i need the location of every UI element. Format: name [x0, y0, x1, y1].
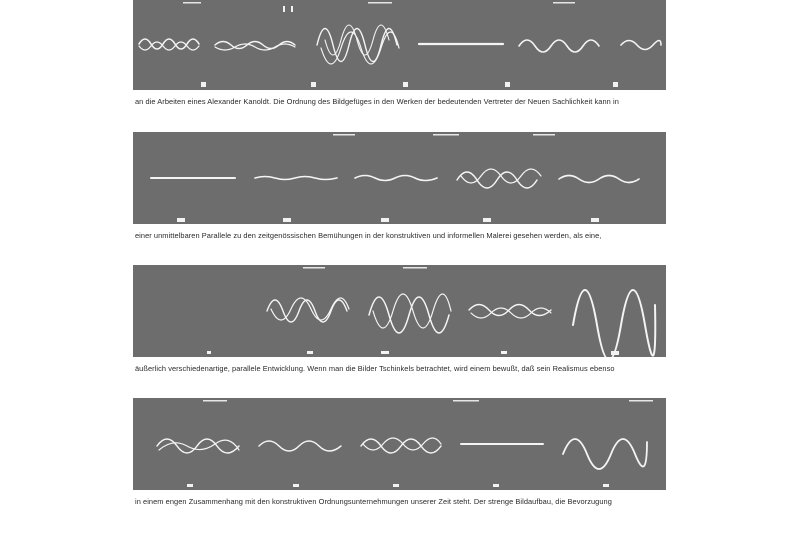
caption-2: einer unmittelbaren Parallele zu den zeitgenössischen Bemühungen in der konstruktiven und informellen Malerei gesehen werden, als eine, [135, 231, 602, 240]
oscillogram-strip-2 [133, 132, 666, 224]
film-strip-3 [133, 265, 666, 357]
oscillogram-strip-1 [133, 0, 666, 90]
oscillogram-strip-4 [133, 398, 666, 490]
film-strip-2 [133, 132, 666, 224]
caption-4: in einem engen Zusammenhang mit den konstruktiven Ordnungsunternehmungen unserer Zeit steht. Der strenge Bildaufbau, die Bevorzugung [135, 497, 612, 506]
caption-1: an die Arbeiten eines Alexander Kanoldt. Die Ordnung des Bildgefüges in den Werken der bedeutenden Vertreter der Neuen Sachlichkeit kann in [135, 97, 619, 106]
film-strip-1 [133, 0, 666, 90]
caption-3: äußerlich verschiedenartige, parallele Entwicklung. Wenn man die Bilder Tschinkels betrachtet, wird einem bewußt, daß sein Realismus ebenso [135, 364, 615, 373]
oscillogram-strip-3 [133, 265, 666, 357]
film-strip-4 [133, 398, 666, 490]
